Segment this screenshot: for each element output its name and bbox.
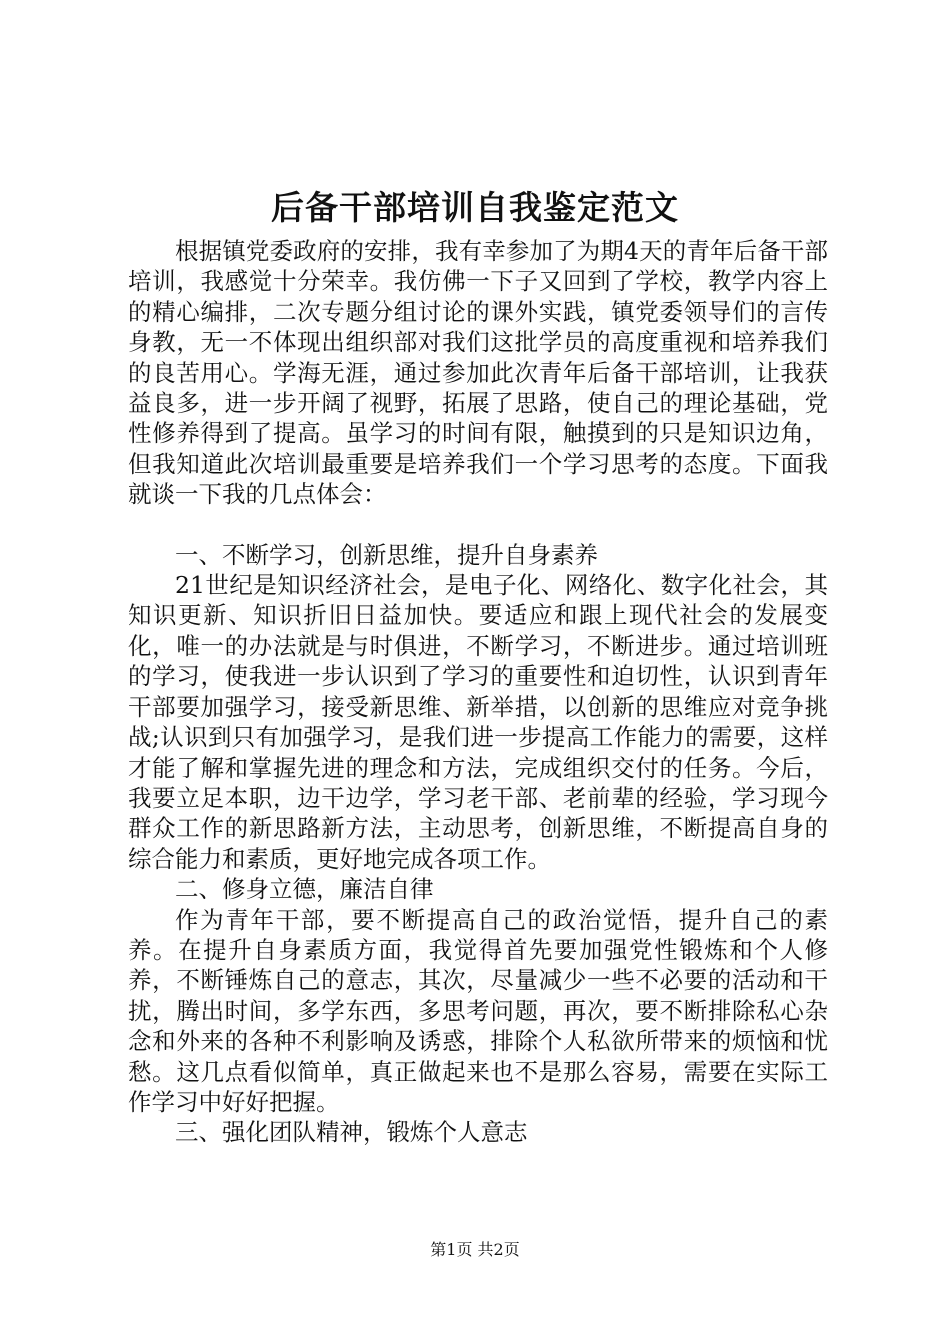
section-heading-2: 二、修身立德，廉洁自律 <box>175 875 434 904</box>
section-heading-1: 一、不断学习，创新思维，提升自身素养 <box>175 540 598 569</box>
section-2-paragraph: 作为青年干部，要不断提高自己的政治觉悟，提升自己的素养。在提升自身素质方面，我觉得首先要加强党性锻炼和个人修养，不断锤炼自己的意志，其次，尽量减少一些不必要的活动和干扰，腾出时间，多学东西，多思考问题，再次，要不断排除私心杂念和外来的各种不利影响及诱惑，排除个人私欲所带来的烦恼和忧愁。这几点看似简单，真正做起来也不是那么容易，需要在实际工作学习中好好把握。 <box>128 905 828 1116</box>
page-number-footer: 第1页 共2页 <box>430 1240 520 1259</box>
intro-paragraph: 根据镇党委政府的安排，我有幸参加了为期4天的青年后备干部培训，我感觉十分荣幸。我仿佛一下子又回到了学校，教学内容上的精心编排，二次专题分组讨论的课外实践，镇党委领导们的言传身教，无一不体现出组织部对我们这批学员的高度重视和培养我们的良苦用心。学海无涯，通过参加此次青年后备干部培训，让我获益良多，进一步开阔了视野，拓展了思路，使自己的理论基础，党性修养得到了提高。虽学习的时间有限，触摸到的只是知识边角，但我知道此次培训最重要是培养我们一个学习思考的态度。下面我就谈一下我的几点体会： <box>128 237 828 509</box>
document-title: 后备干部培训自我鉴定范文 <box>271 188 679 227</box>
section-heading-3: 三、强化团队精神，锻炼个人意志 <box>175 1118 528 1147</box>
document-body <box>128 236 828 1148</box>
section-1-paragraph: 21世纪是知识经济社会，是电子化、网络化、数字化社会，其知识更新、知识折旧日益加快。要适应和跟上现代社会的发展变化，唯一的办法就是与时俱进，不断学习，不断进步。通过培训班的学习，使我进一步认识到了学习的重要性和迫切性，认识到青年干部要加强学习，接受新思维、新举措，以创新的思维应对竞争挑战;认识到只有加强学习，是我们进一步提高工作能力的需要，这样才能了解和掌握先进的理念和方法，完成组织交付的任务。今后，我要立足本职，边干边学，学习老干部、老前辈的经验，学习现今群众工作的新思路新方法，主动思考，创新思维，不断提高自身的综合能力和素质，更好地完成各项工作。 <box>128 571 828 873</box>
